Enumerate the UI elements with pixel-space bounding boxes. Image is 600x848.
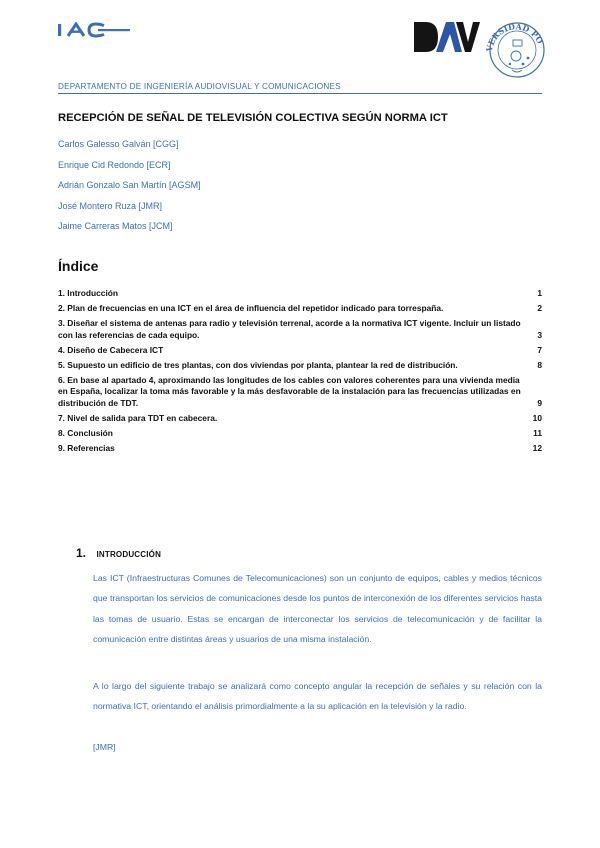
- toc-entry-text: 5. Supuesto un edificio de tres plantas, con dos viviendas por planta, plantear la red de distribución.: [58, 359, 458, 370]
- header-divider: [58, 93, 542, 94]
- author-item: Jaime Carreras Matos [JCM]: [58, 221, 173, 231]
- toc-entry-page: 7: [537, 344, 542, 355]
- toc-entry-conclusion[interactable]: [58, 428, 542, 440]
- body-paragraph: A lo largo del siguiente trabajo se analizará como concepto angular la recepción de señales y su relación con la normativa ICT, orientando el análisis primordialmente a la su aplicación en la televisión y la radio.: [93, 681, 542, 712]
- author-item: Carlos Galesso Galván [CGG]: [58, 139, 179, 149]
- author-list: [58, 137, 201, 240]
- toc-entry-headend-design[interactable]: [58, 345, 542, 357]
- toc-entry-references[interactable]: [58, 443, 542, 455]
- toc-entry-text: 8. Conclusión: [58, 428, 113, 439]
- document-title: RECEPCIÓN DE SEÑAL DE TELEVISIÓN COLECTIVA SEGÚN NORMA ICT: [58, 112, 448, 124]
- iac-logo: [58, 22, 130, 43]
- toc-entry-page: 1: [537, 288, 542, 298]
- section-heading: [76, 544, 161, 562]
- toc-entry-text: 4. Diseño de Cabecera ICT: [58, 344, 164, 355]
- seal-text: VERSIDAD PO: [484, 21, 546, 53]
- toc-entry-output-level[interactable]: [58, 413, 542, 425]
- index-heading: Índice: [58, 258, 99, 274]
- author-item: Enrique Cid Redondo [ECR]: [58, 159, 171, 170]
- toc-entry-text: 2. Plan de frecuencias en una ICT en el área de influencia del repetidor indicado para torrespaña.: [58, 303, 444, 314]
- toc-entry-distribution-network[interactable]: [58, 360, 542, 372]
- toc-entry-page: 9: [537, 397, 542, 408]
- section-title: INTRODUCCIÓN: [96, 550, 162, 559]
- dav-logo: [412, 20, 480, 61]
- iac-logo-graphic: [58, 22, 130, 38]
- author-item: José Montero Ruza [JMR]: [58, 200, 163, 211]
- author-item: Adrián Gonzalo San Martín [AGSM]: [58, 180, 201, 190]
- toc-entry-text: 3. Diseñar el sistema de antenas para radio y televisión terrenal, acorde a la normativa ICT vigente. Incluir un listado con las referencias de cada equipo.: [58, 318, 521, 340]
- table-of-contents: [58, 288, 542, 458]
- dav-logo-graphic: [412, 20, 480, 56]
- toc-entry-page: 8: [537, 359, 542, 370]
- toc-entry-text: 9. Referencias: [58, 443, 115, 454]
- body-paragraph: Las ICT (Infraestructuras Comunes de Telecomunicaciones) son un conjunto de equipos, cables y medios técnicos que transportan los servicios de comunicaciones desde los puntos de interconexión de los diferentes servicios hasta las tomas de usuario. Estas se encargan de interconectar los servicios de telecomunicación y de facilitar la comunicación entre distintas áreas y usuarios de una misma instalación.: [93, 573, 542, 644]
- toc-entry-page: 2: [537, 303, 542, 314]
- university-seal: [484, 14, 546, 85]
- toc-entry-outlet-analysis[interactable]: [58, 375, 542, 410]
- toc-entry-page: 12: [532, 443, 542, 454]
- toc-entry-introduction[interactable]: [58, 288, 542, 300]
- toc-entry-page: 3: [537, 329, 542, 340]
- section-number: 1.: [76, 546, 87, 560]
- author-tag: [JMR]: [93, 742, 116, 752]
- toc-entry-text: 1. Introducción: [58, 288, 119, 298]
- toc-entry-frequency-plan[interactable]: [58, 303, 542, 315]
- department-name: DEPARTAMENTO DE INGENIERÍA AUDIOVISUAL Y COMUNICACIONES: [58, 82, 341, 91]
- toc-entry-page: 10: [532, 413, 542, 424]
- toc-entry-text: 6. En base al apartado 4, aproximando las longitudes de los cables con valores coherentes para una vivienda media en España, localizar la toma más favorable y la más desfavorable de la instalación para las frecuencias utilizadas en distribución de TDT.: [58, 374, 521, 408]
- toc-entry-text: 7. Nivel de salida para TDT en cabecera.: [58, 413, 218, 424]
- seal-graphic: [484, 14, 546, 80]
- toc-entry-antenna-system[interactable]: [58, 318, 542, 341]
- toc-entry-page: 11: [533, 428, 542, 439]
